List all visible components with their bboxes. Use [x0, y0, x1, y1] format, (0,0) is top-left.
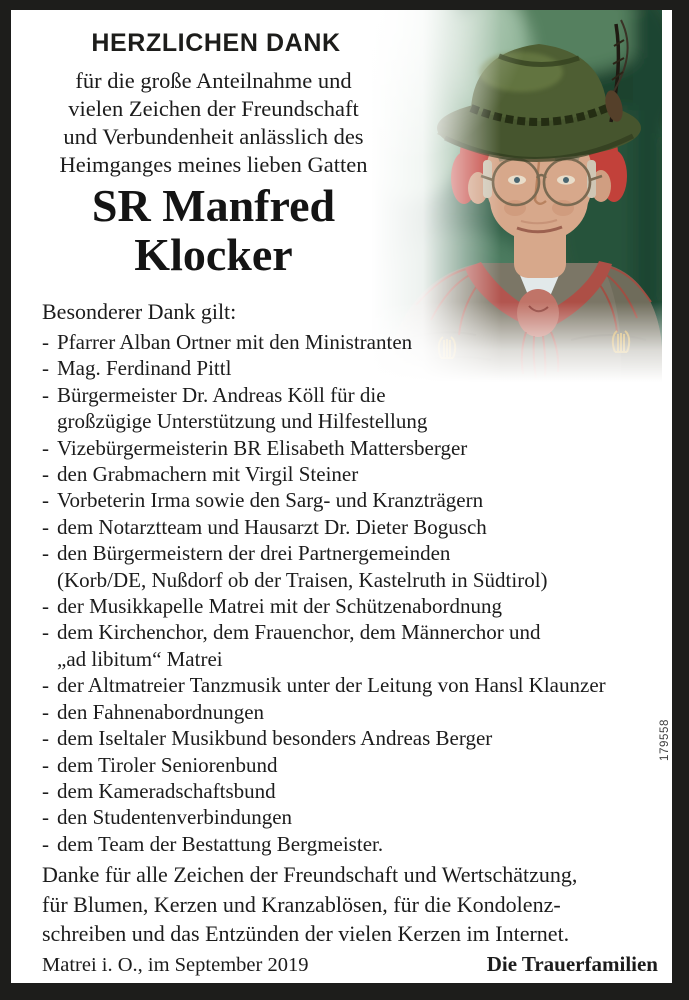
- closing-text: [42, 860, 664, 949]
- thanks-list-item: [42, 831, 660, 857]
- thanks-list-item: [42, 382, 660, 408]
- closing-line: Danke für alle Zeichen der Freundschaft und Wertschätzung,: [42, 862, 578, 887]
- footer: [42, 952, 658, 977]
- thanks-list-item: [42, 593, 660, 619]
- thanks-list-text: dem Kirchenchor, dem Frauenchor, dem Männerchor und: [57, 620, 541, 645]
- list-dash: -: [42, 620, 49, 645]
- thanks-list-item: [42, 329, 660, 355]
- thanks-list-item: [42, 619, 660, 645]
- list-dash: -: [42, 778, 49, 803]
- thanks-list-item-continuation: [42, 408, 660, 434]
- list-dash: -: [42, 462, 49, 487]
- thanks-list-text: großzügige Unterstützung und Hilfestellung: [57, 409, 428, 434]
- thanks-list-text: dem Iseltaler Musikbund besonders Andreas Berger: [57, 726, 493, 751]
- portrait-photo: [371, 10, 662, 382]
- signature: Die Trauerfamilien: [486, 952, 658, 976]
- thanks-list-text: dem Team der Bestattung Bergmeister.: [57, 831, 384, 856]
- intro-line: und Verbundenheit anlässlich des: [63, 124, 364, 149]
- thanks-list-text: der Altmatreier Tanzmusik unter der Leitung von Hansl Klaunzer: [57, 673, 606, 698]
- list-dash: -: [42, 330, 49, 354]
- thanks-list-item: [42, 487, 660, 513]
- intro-line: vielen Zeichen der Freundschaft: [68, 96, 359, 121]
- intro-line: Heimganges meines lieben Gatten: [59, 152, 368, 177]
- list-dash: -: [42, 831, 49, 856]
- serial-number: 179558: [658, 719, 671, 761]
- thanks-list-text: dem Kameradschaftsbund: [57, 778, 276, 803]
- thanks-intro: Besonderer Dank gilt:: [42, 299, 237, 324]
- thanks-list-text: Bürgermeister Dr. Andreas Köll für die: [57, 382, 386, 407]
- thanks-list-item: [42, 752, 660, 778]
- thanks-list-item: [42, 725, 660, 751]
- thanks-list-item-continuation: [42, 567, 660, 593]
- deceased-name-line: Klocker: [134, 229, 293, 280]
- thanks-list-item: [42, 778, 660, 804]
- place-date: Matrei i. O., im September 2019: [42, 954, 309, 976]
- thanks-list-item: [42, 355, 660, 381]
- list-dash: -: [42, 514, 49, 539]
- thanks-list-text: Vorbeterin Irma sowie den Sarg- und Kranzträgern: [57, 488, 484, 513]
- list-dash: -: [42, 805, 49, 830]
- list-dash: -: [42, 488, 49, 513]
- list-dash: -: [42, 594, 49, 619]
- memorial-card: [11, 10, 672, 983]
- thanks-list-item: [42, 699, 660, 725]
- list-dash: -: [42, 541, 49, 566]
- thanks-list-text: dem Tiroler Seniorenbund: [57, 752, 278, 777]
- thanks-list-text: den Bürgermeistern der drei Partnergemeinden: [57, 541, 451, 566]
- closing-line: für Blumen, Kerzen und Kranzablösen, für die Kondolenz-: [42, 891, 561, 917]
- thanks-list-item: [42, 672, 660, 698]
- list-dash: -: [42, 726, 49, 751]
- list-dash: -: [42, 673, 49, 698]
- thanks-list-item: [42, 461, 660, 487]
- list-dash: -: [42, 356, 49, 381]
- list-dash: -: [42, 382, 49, 407]
- thanks-list-text: der Musikkapelle Matrei mit der Schützenabordnung: [57, 594, 502, 619]
- thanks-list-item: [42, 804, 660, 830]
- thanks-list-item-continuation: [42, 646, 660, 672]
- deceased-name: [21, 181, 406, 279]
- thanks-list-item: [42, 540, 660, 566]
- thanks-list-text: dem Notarztteam und Hausarzt Dr. Dieter Bogusch: [57, 514, 487, 539]
- thanks-list-item: [42, 514, 660, 540]
- intro-line: für die große Anteilnahme und: [75, 68, 352, 93]
- deceased-name-line: SR Manfred: [91, 180, 336, 231]
- page-title: HERZLICHEN DANK: [91, 29, 341, 57]
- closing-line: schreiben und das Entzünden der vielen Kerzen im Internet.: [42, 921, 570, 946]
- list-dash: -: [42, 435, 49, 460]
- thanks-list-text: Pfarrer Alban Ortner mit den Ministranten: [57, 330, 413, 354]
- thanks-list-text: den Fahnenabordnungen: [57, 699, 265, 724]
- thanks-list-text: den Grabmachern mit Virgil Steiner: [57, 462, 359, 487]
- thanks-list-text: (Korb/DE, Nußdorf ob der Traisen, Kastelruth in Südtirol): [57, 567, 548, 592]
- thanks-list-text: Mag. Ferdinand Pittl: [57, 356, 232, 381]
- list-dash: -: [42, 699, 49, 724]
- thanks-list-text: Vizebürgermeisterin BR Elisabeth Mattersberger: [57, 435, 468, 460]
- intro-text: [21, 67, 406, 179]
- thanks-list-text: „ad libitum“ Matrei: [57, 646, 223, 671]
- thanks-list-text: den Studentenverbindungen: [57, 805, 293, 830]
- thanks-list-item: [42, 435, 660, 461]
- thanks-list: [42, 329, 660, 857]
- list-dash: -: [42, 752, 49, 777]
